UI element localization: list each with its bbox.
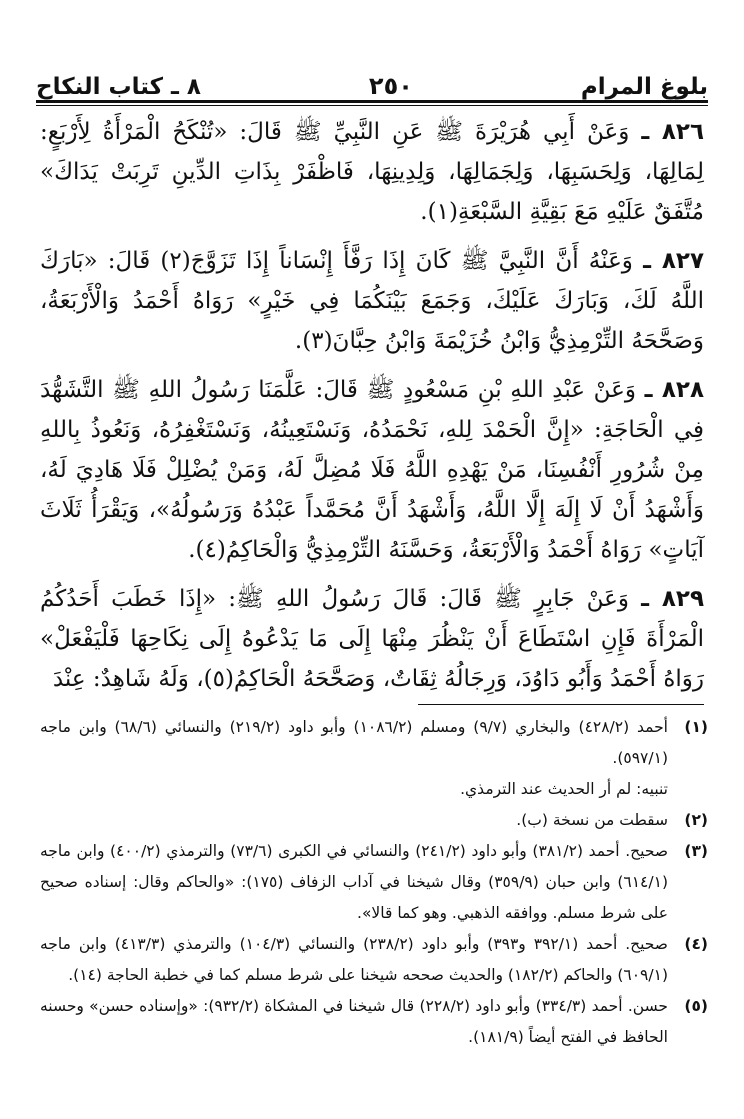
- hadith-number: ٨٢٦ ـ: [641, 119, 704, 145]
- footnotes: [40, 712, 708, 1053]
- footnote-4: [40, 929, 708, 991]
- footnote-text: صحيح. أحمد (٣٨١/٢) وأبو داود (٢٤١/٢) والنسائي في الكبرى (٧٣/٦) والترمذي (٤٠٠/٢) وابن ماجه (٦١٤/١) وابن حبان (٣٥٩/٩) وقال شيخنا في آداب الزفاف (١٧٥): «والحاكم وقال: إسناده صحيح على شرط مسلم. ووافقه الذهبي. وهو كما قالا».: [40, 842, 668, 922]
- hadith-text: وَعَنْ عَبْدِ اللهِ بْنِ مَسْعُودٍ ﷺ قَالَ: عَلَّمَنَا رَسُولُ اللهِ ﷺ التَّشَهُّدَ فِي الْحَاجَةِ: «إِنَّ الْحَمْدَ لِلهِ، نَحْمَدُهُ، وَنَسْتَعِينُهُ، وَنَسْتَغْفِرُهُ، وَنَعُوذُ بِاللهِ مِنْ شُرُورِ أَنْفُسِنَا، مَنْ يَهْدِهِ اللَّهُ فَلَا مُضِلَّ لَهُ، وَمَنْ يُضْلِلْ فَلَا هَادِيَ لَهُ، وَأَشْهَدُ أَنْ لَا إِلَهَ إِلَّا اللَّهُ، وَأَشْهَدُ أَنَّ مُحَمَّداً عَبْدُهُ وَرَسُولُهُ»، وَيَقْرَأُ ثَلَاثَ آيَاتٍ» رَوَاهُ أَحْمَدُ وَالْأَرْبَعَةُ، وَحَسَّنَهُ التِّرْمِذِيُّ وَالْحَاكِمُ(٤).: [40, 377, 704, 563]
- footnote-text: صحيح. أحمد (٣٩٢/١ و٣٩٣) وأبو داود (٢٣٨/٢) والنسائي (١٠٤/٣) والترمذي (٤١٣/٣) وابن ماجه (٦٠٩/١) والحاكم (١٨٢/٢) والحديث صححه شيخنا على شرط مسلم كما في خطبة الحاجة (١٤).: [40, 935, 668, 984]
- header-rule: [36, 100, 708, 106]
- footnote-3: [40, 836, 708, 929]
- main-text: [40, 112, 704, 708]
- footnote-1-note: تنبيه: لم أر الحديث عند الترمذي.: [460, 780, 668, 798]
- footnote-marker: (٣): [684, 842, 708, 860]
- page-number: ٢٥٠: [368, 72, 413, 100]
- footnote-marker: (٤): [684, 935, 708, 953]
- footnote-marker: (٥): [684, 997, 708, 1015]
- hadith-number: ٨٢٨ ـ: [644, 377, 704, 403]
- footnote-text: سقطت من نسخة (ب).: [516, 811, 668, 829]
- hadith-number: ٨٢٧ ـ: [643, 248, 705, 274]
- hadith-829: [40, 579, 704, 699]
- footnote-1: [40, 712, 708, 774]
- hadith-826: [40, 112, 704, 232]
- running-header: [36, 60, 708, 100]
- footnote-2: [40, 805, 708, 836]
- chapter-title: ٨ ـ كتاب النكاح: [36, 74, 201, 100]
- book-title: بلوغ المرام: [580, 74, 708, 100]
- footnote-text: أحمد (٤٢٨/٢) والبخاري (٩/٧) ومسلم (١٠٨٦/٢) وأبو داود (٢١٩/٢) والنسائي (٦٨/٦) وابن ماجه (٥٩٧/١).: [40, 718, 668, 767]
- footnote-text: حسن. أحمد (٣٣٤/٣) وأبو داود (٢٢٨/٢) قال شيخنا في المشكاة (٩٣٢/٢): «وإسناده حسن» وحسنه الحافظ في الفتح أيضاً (١٨١/٩).: [40, 997, 668, 1046]
- hadith-text: وَعَنْ أَبِي هُرَيْرَةَ ﷺ عَنِ النَّبِيِّ ﷺ قَالَ: «تُنْكَحُ الْمَرْأَةُ لِأَرْبَعٍ: لِمَالِهَا، وَلِحَسَبِهَا، وَلِجَمَالِهَا، وَلِدِينِهَا، فَاظْفَرْ بِذَاتِ الدِّينِ تَرِبَتْ يَدَاكَ» مُتَّفَقٌ عَلَيْهِ مَعَ بَقِيَّةِ السَّبْعَةِ(١).: [40, 119, 704, 225]
- footnote-5: [40, 991, 708, 1053]
- hadith-number: ٨٢٩ ـ: [641, 586, 705, 612]
- footnote-marker: (٢): [684, 811, 708, 829]
- hadith-text: وَعَنْهُ أَنَّ النَّبِيَّ ﷺ كَانَ إِذَا رَفَّأَ إِنْسَاناً إِذَا تَزَوَّجَ(٢) قَالَ: «بَارَكَ اللَّهُ لَكَ، وَبَارَكَ عَلَيْكَ، وَجَمَعَ بَيْنَكُمَا فِي خَيْرٍ» رَوَاهُ أَحْمَدُ وَالْأَرْبَعَةُ، وَصَحَّحَهُ التِّرْمِذِيُّ وَابْنُ خُزَيْمَةَ وَابْنُ حِبَّانَ(٣).: [40, 248, 704, 354]
- hadith-text: وَعَنْ جَابِرٍ ﷺ قَالَ: قَالَ رَسُولُ اللهِ ﷺ: «إِذَا خَطَبَ أَحَدُكُمُ الْمَرْأَةَ فَإِنِ اسْتَطَاعَ أَنْ يَنْظُرَ مِنْهَا إِلَى مَا يَدْعُوهُ إِلَى نِكَاحِهَا فَلْيَفْعَلْ» رَوَاهُ أَحْمَدُ وَأَبُو دَاوُدَ، وَرِجَالُهُ ثِقَاتٌ، وَصَحَّحَهُ الْحَاكِمُ(٥)، وَلَهُ شَاهِدٌ: عِنْدَ: [40, 586, 704, 692]
- hadith-827: [40, 241, 704, 361]
- hadith-828: [40, 370, 704, 570]
- footnote-separator: [418, 704, 704, 705]
- footnote-marker: (١): [684, 718, 708, 736]
